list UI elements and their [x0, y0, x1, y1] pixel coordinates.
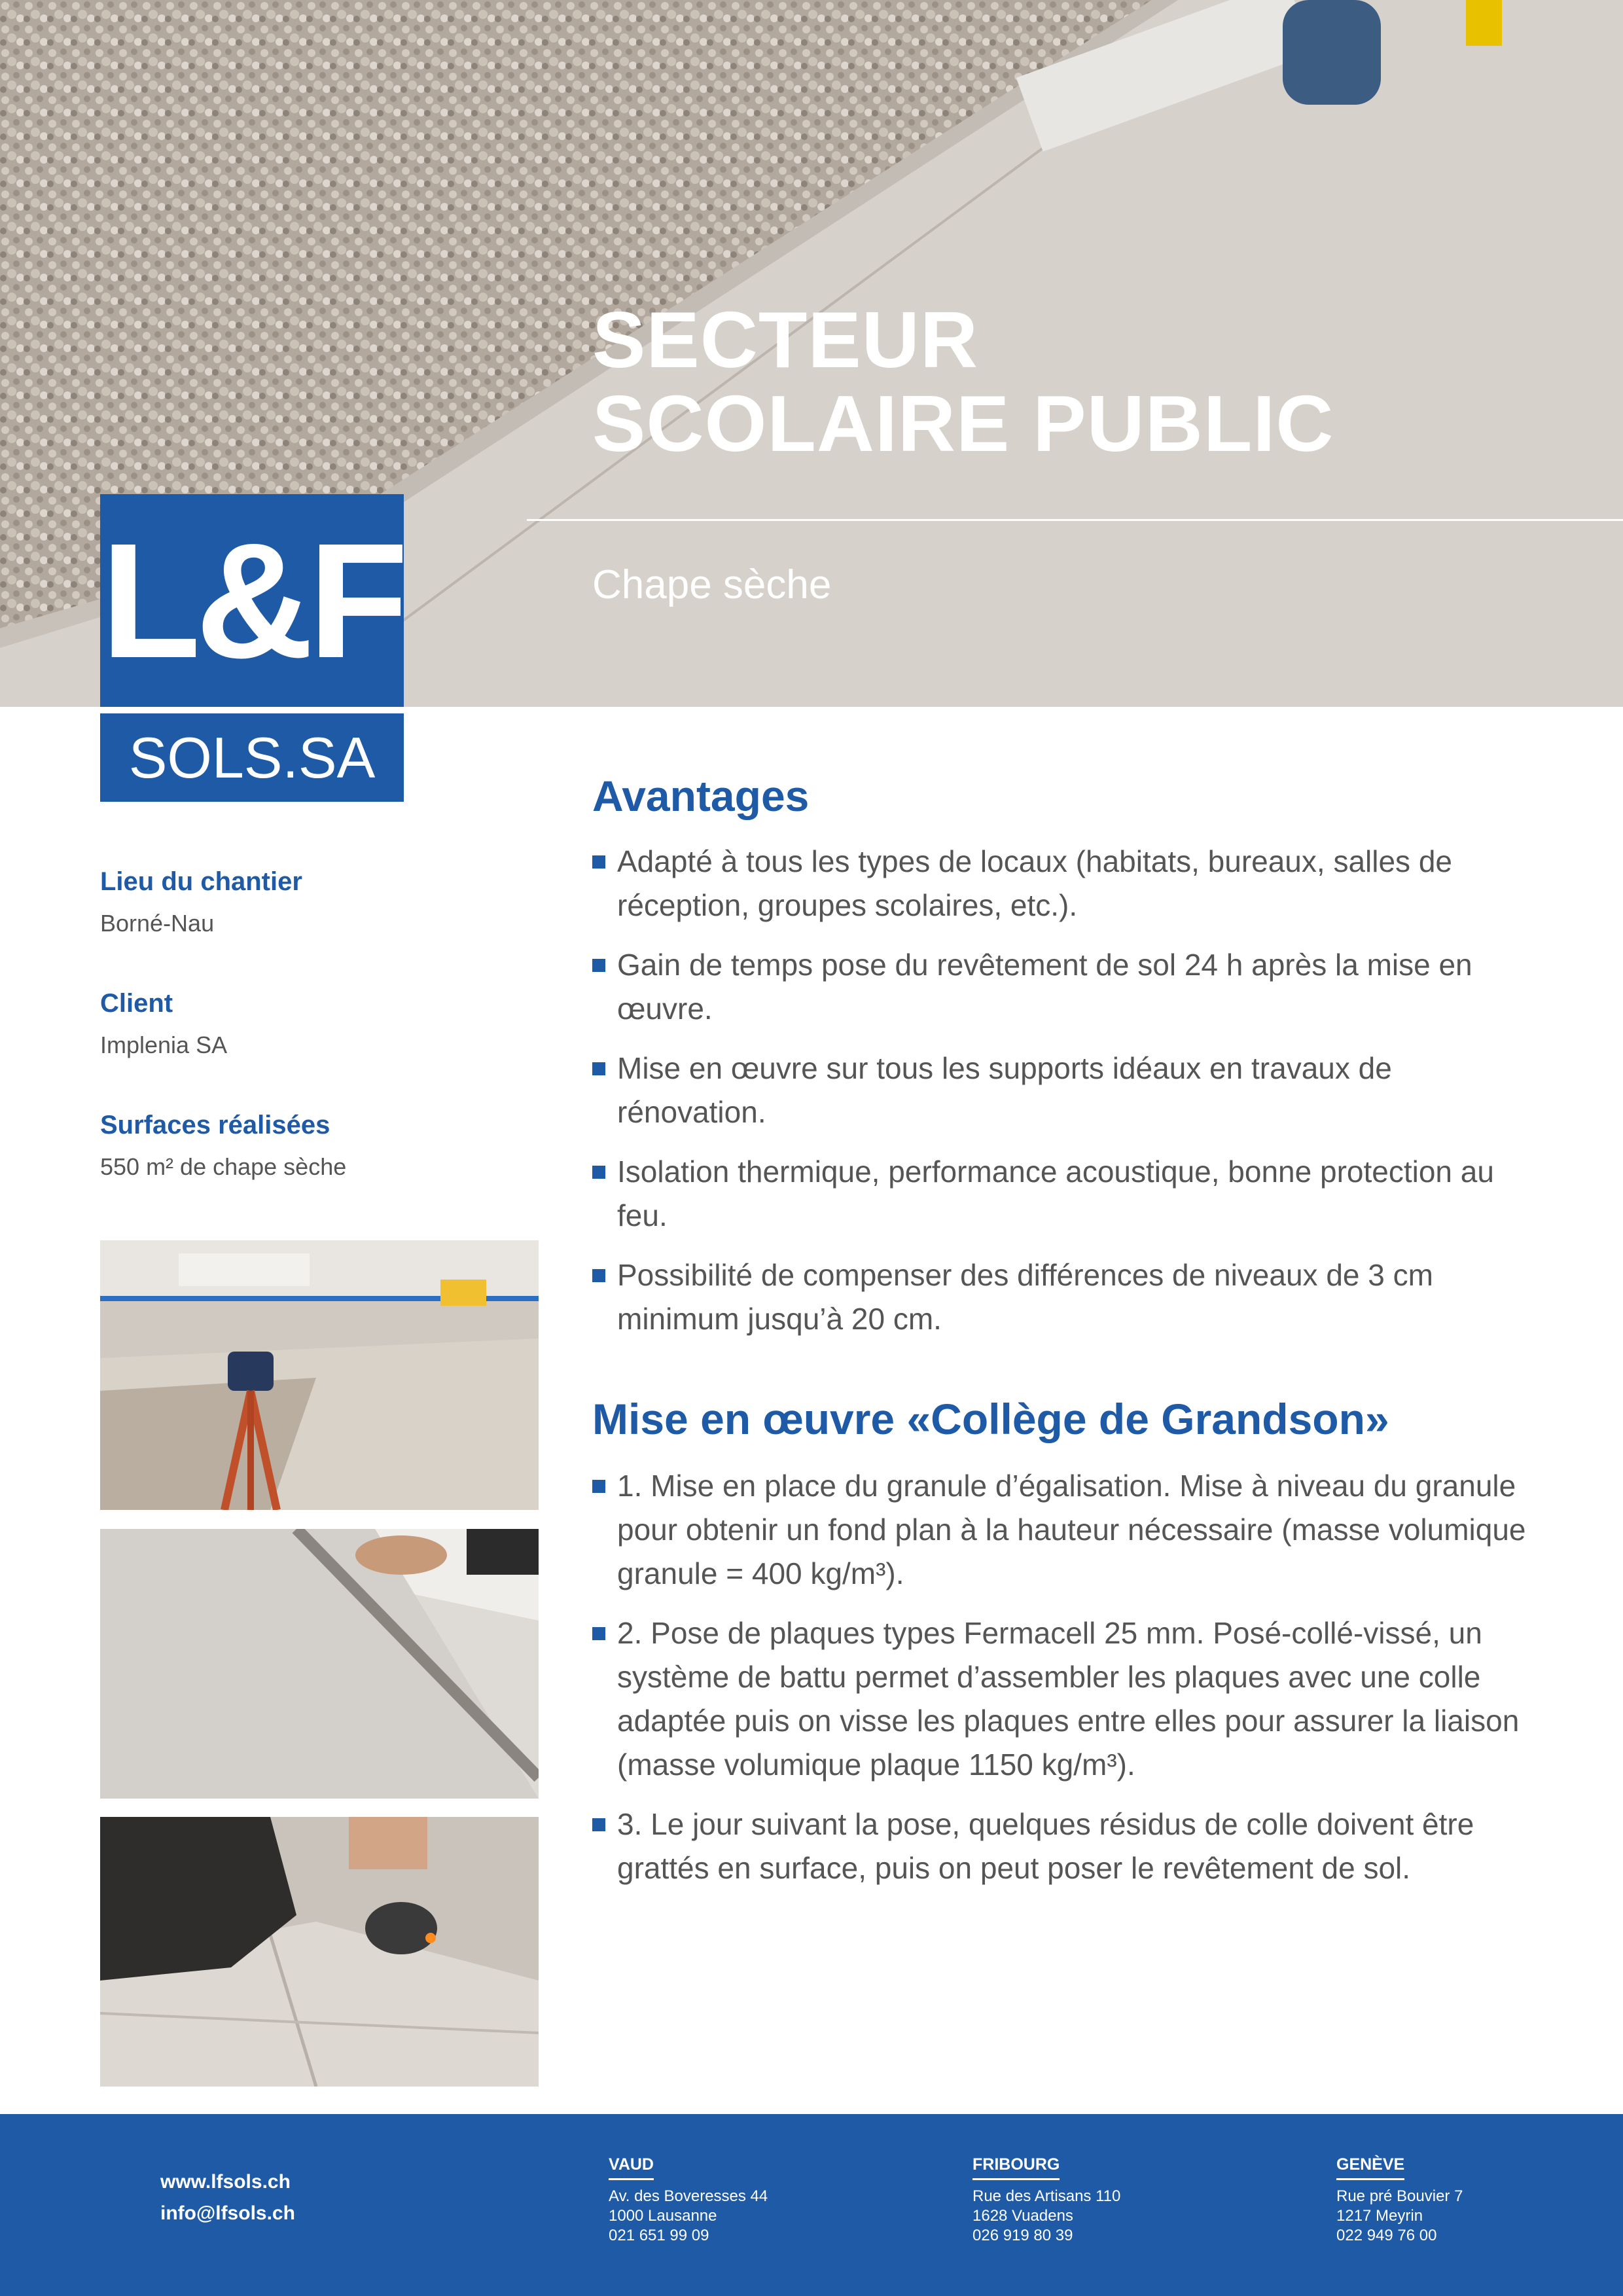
granulate-leveling-photo-icon — [100, 1529, 539, 1799]
client-info — [100, 989, 532, 1059]
surface-value: 550 m² de chape sèche — [100, 1153, 347, 1180]
email-link[interactable]: info@lfsols.ch — [160, 2202, 295, 2224]
implementation-step: 1. Mise en place du granule d’égalisation. Mise à niveau du granule pour obtenir un fond plan à la hauteur nécessaire (masse volumique granule = 400 kg/m³). — [592, 1464, 1548, 1596]
website-link[interactable]: www.lfsols.ch — [160, 2171, 291, 2193]
footer — [0, 2114, 1623, 2296]
office-phone: 021 651 99 09 — [609, 2227, 709, 2244]
advantage-item: Possibilité de compenser des différences de niveaux de 3 cm minimum jusqu’à 20 cm. — [592, 1253, 1535, 1341]
site-value: Borné-Nau — [100, 910, 215, 937]
site-label: Lieu du chantier — [100, 867, 302, 896]
office-name: VAUD — [609, 2155, 654, 2180]
surface-label: Surfaces réalisées — [100, 1111, 330, 1139]
advantages-heading: Avantages — [592, 772, 810, 820]
company-logo — [100, 494, 404, 802]
advantage-item: Gain de temps pose du revêtement de sol 24 h après la mise en œuvre. — [592, 943, 1535, 1031]
office-street: Av. des Boveresses 44 — [609, 2187, 768, 2205]
advantages-list — [592, 840, 1535, 1357]
office-city: 1628 Vuadens — [972, 2207, 1073, 2225]
office-fribourg — [972, 2155, 1120, 2246]
office-name: FRIBOURG — [972, 2155, 1060, 2180]
implementation-heading: Mise en œuvre «Collège de Grandson» — [592, 1395, 1389, 1443]
title-line-2: SCOLAIRE PUBLIC — [592, 379, 1334, 468]
title-line-1: SECTEUR — [592, 295, 978, 384]
title-divider — [527, 519, 1623, 521]
implementation-step: 2. Pose de plaques types Fermacell 25 mm. Posé-collé-vissé, un système de battu permet d’assembler les plaques avec une colle adaptée puis on visse les plaques entre elles pour assurer la liaison (masse volumique plaque 1150 kg/m³). — [592, 1611, 1548, 1787]
page-title — [592, 295, 1334, 468]
plate-installation-photo-icon — [100, 1817, 539, 2087]
office-city: 1217 Meyrin — [1336, 2207, 1423, 2225]
page-subtitle: Chape sèche — [592, 562, 832, 607]
surface-info — [100, 1111, 532, 1181]
office-phone: 026 919 80 39 — [972, 2227, 1073, 2244]
implementation-step: 3. Le jour suivant la pose, quelques résidus de colle doivent être grattés en surface, puis on peut poser le revêtement de sol. — [592, 1803, 1548, 1890]
implementation-list — [592, 1464, 1548, 1906]
office-geneve — [1336, 2155, 1463, 2246]
office-name: GENÈVE — [1336, 2155, 1404, 2180]
advantage-item: Isolation thermique, performance acoustique, bonne protection au feu. — [592, 1150, 1535, 1238]
logo-name: SOLS.SA — [100, 713, 404, 802]
client-value: Implenia SA — [100, 1031, 228, 1058]
office-vaud — [609, 2155, 768, 2246]
photo-laser-level — [100, 1240, 539, 1510]
photo-plate-installation — [100, 1817, 539, 2087]
advantage-item: Adapté à tous les types de locaux (habitats, bureaux, salles de réception, groupes scolaires, etc.). — [592, 840, 1535, 927]
client-label: Client — [100, 989, 173, 1018]
office-phone: 022 949 76 00 — [1336, 2227, 1437, 2244]
logo-mark-block — [100, 494, 404, 707]
logo-mark: L&F — [101, 509, 403, 692]
advantage-item: Mise en œuvre sur tous les supports idéaux en travaux de rénovation. — [592, 1047, 1535, 1134]
footer-contact — [160, 2166, 295, 2229]
site-info — [100, 867, 532, 937]
office-city: 1000 Lausanne — [609, 2207, 717, 2225]
office-street: Rue pré Bouvier 7 — [1336, 2187, 1463, 2205]
laser-level-photo-icon — [100, 1240, 539, 1510]
photo-granulate-leveling — [100, 1529, 539, 1799]
office-street: Rue des Artisans 110 — [972, 2187, 1121, 2205]
